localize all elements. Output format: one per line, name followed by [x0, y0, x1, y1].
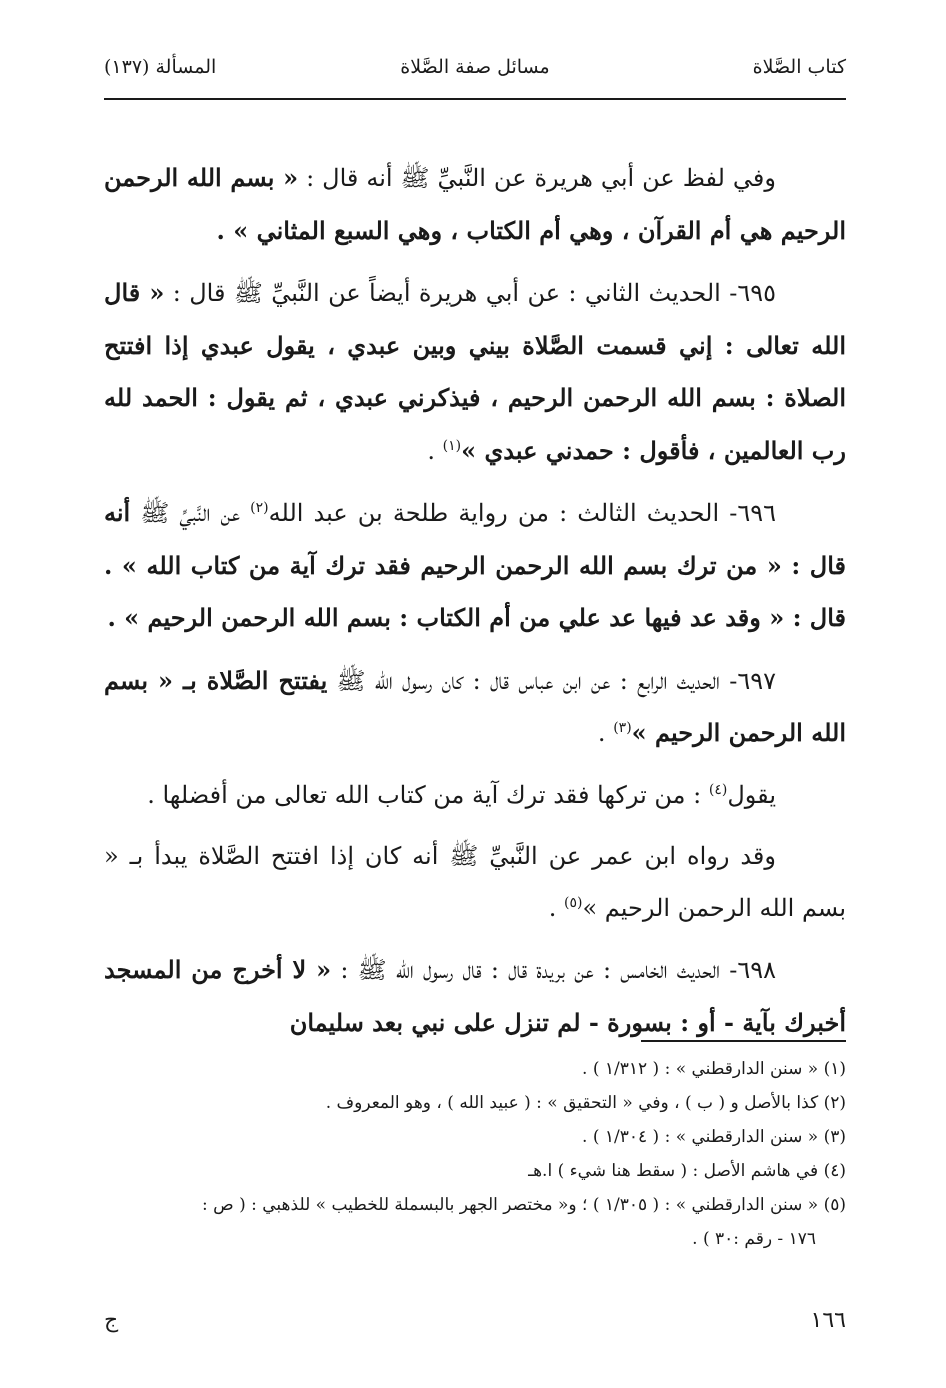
page-footer — [104, 1308, 846, 1344]
footnote-5-continued: ١٧٦ - رقم :٣٠ ) . — [692, 1229, 816, 1249]
paragraph-ibn-umar: وقد رواه ابن عمر عن النَّبيِّ ﷺ أنه كان إذا افتتح الصَّلاة يبدأ بـ « بسم الله الرحمن الرحيم »$^{(٥)}$ . — [104, 842, 846, 922]
footnote-ref: (٥) — [564, 894, 583, 911]
main-text — [104, 152, 846, 1059]
signature-mark: ج — [104, 1308, 119, 1333]
footnote-ref: (٢) — [250, 500, 269, 516]
page-number: ١٦٦ — [810, 1308, 846, 1333]
footnote-1: (١) « سنن الدارقطني » : ( ١/٣١٢ ) . — [582, 1059, 846, 1079]
running-header — [104, 56, 846, 88]
footnote-4: (٤) في هاشم الأصل : ( سقط هنا شيء ) ا.هـ — [528, 1161, 846, 1181]
paragraph-hadith-697: ٦٩٧- الحديث الرابع : عن ابن عباس قال : كان رسول الله ﷺ يفتتح الصَّلاة بـ « بسم الله الرحمن الرحيم »$^{(٣)}$ . — [104, 665, 846, 747]
paragraph-hadith-696: ٦٩٦- الحديث الثالث : من رواية طلحة بن عبد الله$^{(٢)}$ عن النَّبيِّ ﷺ أنه قال : « من ترك بسم الله الرحمن الرحيم فقد ترك آية من كتاب الله » . قال : « وقد عد فيها عد علي من أم الكتاب : بسم الله الرحمن الرحيم » . — [104, 498, 846, 632]
footnote-ref: (١) — [442, 437, 462, 454]
footnote-ref: (٣) — [613, 720, 632, 736]
footnote-2: (٢) كذا بالأصل و ( ب ) ، وفي « التحقيق » : ( عبيد الله ) ، وهو المعروف . — [325, 1093, 846, 1113]
paragraph-hadith-695: ٦٩٥- الحديث الثاني : عن أبي هريرة أيضاً عن النَّبيِّ ﷺ قال : « قال الله تعالى : إني قسمت الصَّلاة بيني وبين عبدي ، يقول عبدي إذا افتتح الصلاة : بسم الله الرحمن الرحيم ، فيذكرني عبدي ، ثم يقول : الحمد لله رب العالمين ، فأقول : حمدني عبدي »$^{(١)}$ . — [104, 278, 846, 465]
header-divider — [104, 98, 846, 100]
paragraph-1: وفي لفظ عن أبي هريرة عن النَّبيِّ ﷺ أنه قال : « بسم الله الرحمن الرحيم هي أم القرآن ، وهي أم الكتاب ، وهي السبع المثاني » . — [104, 163, 846, 245]
footnote-ref: (٤) — [708, 781, 728, 798]
paragraph-commentary: يقول$^{(٤)}$ : من تركها فقد ترك آية من كتاب الله تعالى من أفضلها . — [147, 780, 776, 809]
paragraph-hadith-698: ٦٩٨- الحديث الخامس : عن بريدة قال : قال رسول الله ﷺ : « لا أخرج من المسجد أخبرك بآية - أو : بسورة - لم تنزل على نبي بعد سليمان — [104, 955, 846, 1037]
header-chapter-title: مسائل صفة الصَّلاة — [400, 56, 550, 78]
header-issue-number: المسألة (١٣٧) — [104, 56, 217, 78]
footnote-3: (٣) « سنن الدارقطني » : ( ١/٣٠٤ ) . — [582, 1127, 846, 1147]
header-book-title: كتاب الصَّلاة — [752, 56, 846, 78]
footnote-5: (٥) « سنن الدارقطني » : ( ١/٣٠٥ ) ؛ و« مختصر الجهر بالبسملة للخطيب » للذهبي : ( ص : — [202, 1195, 846, 1215]
footnote-divider — [641, 1040, 846, 1042]
footnotes — [104, 1052, 846, 1256]
